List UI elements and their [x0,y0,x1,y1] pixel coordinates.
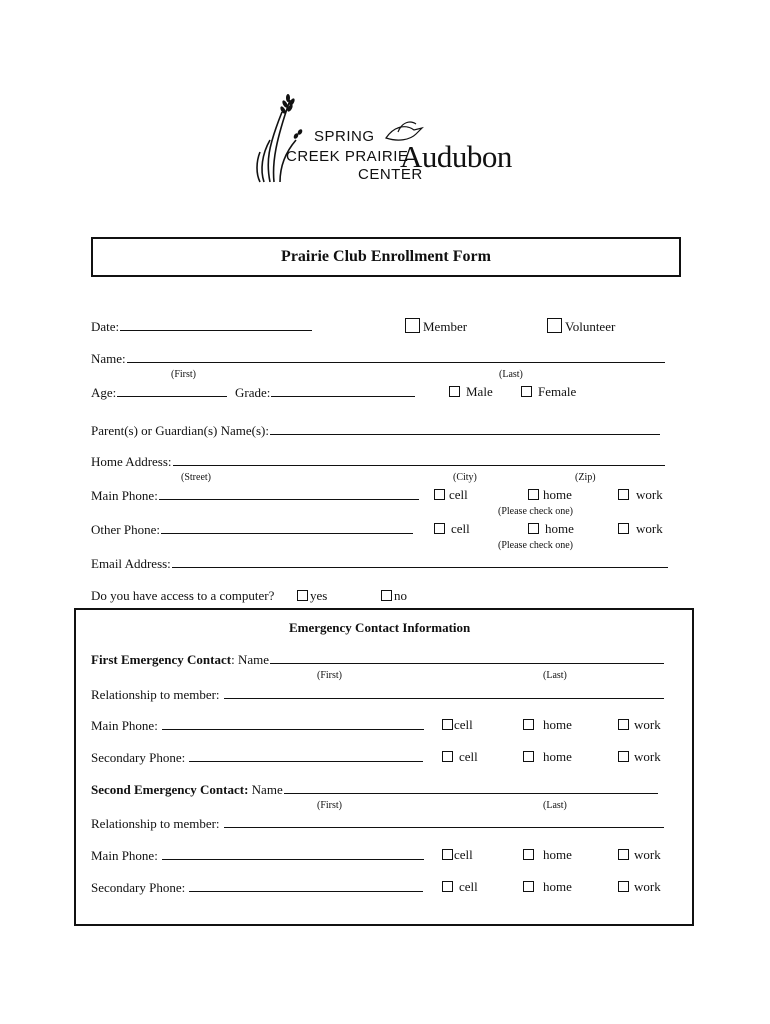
second-contact-relationship-input[interactable] [224,815,664,828]
first-main-cell-option [442,717,473,733]
second-contact-name-input[interactable] [284,781,658,794]
first-contact-name-input[interactable] [270,651,664,664]
form-title: Prairie Club Enrollment Form [281,248,491,265]
second-contact-main-phone-input[interactable] [162,847,424,860]
other-phone-cell-option [434,521,470,537]
female-label: Female [538,384,577,399]
cell-label: cell [459,749,478,764]
zip-hint: (Zip) [575,472,596,483]
emergency-title: Emergency Contact Information [289,620,471,635]
contact-name-label: Name [237,652,269,667]
first-contact-name-field: First Emergency Contact: Name [91,651,664,668]
grade-field [235,384,415,401]
other-phone-home-option [528,521,574,537]
form-title-box [91,237,681,277]
work-label: work [634,749,661,764]
first-contact-secondary-phone-field [91,749,423,766]
logo-text-audubon: Audubon [400,139,512,174]
computer-no-option [381,588,407,604]
date-label: Date: [91,319,120,334]
second-contact-name-field [91,781,658,798]
male-option [449,384,493,400]
work-label: work [636,487,663,502]
logo-text-spring: SPRING [314,128,375,145]
first-main-work-checkbox[interactable] [618,719,629,730]
main-phone-label: Main Phone: [91,718,158,733]
first-main-cell-checkbox[interactable] [442,719,453,730]
first-contact-secondary-phone-input[interactable] [189,749,423,762]
female-option [521,384,576,400]
main-phone-work-option [618,487,663,503]
second-contact-main-phone-field [91,847,424,864]
member-option [405,318,467,335]
home-label: home [543,879,572,894]
computer-yes-option [297,588,327,604]
first-contact-first-hint: (First) [317,670,342,681]
home-label: home [543,749,572,764]
first-secondary-work-option [618,749,661,765]
name-label: Name: [91,351,126,366]
second-contact-label: Second Emergency Contact: [91,782,249,797]
guardian-field [91,422,660,439]
first-contact-relationship-field [91,686,664,703]
second-secondary-cell-checkbox[interactable] [442,881,453,892]
first-contact-main-phone-field [91,717,424,734]
yes-label: yes [310,588,328,603]
other-phone-cell-checkbox[interactable] [434,523,445,534]
cell-label: cell [451,521,470,536]
female-checkbox[interactable] [521,386,532,397]
first-contact-label: First Emergency Contact [91,652,232,667]
name-first-hint: (First) [171,369,196,380]
first-main-home-checkbox[interactable] [523,719,534,730]
other-phone-work-option [618,521,663,537]
second-contact-secondary-phone-field [91,879,423,896]
second-main-home-option [523,847,572,863]
volunteer-checkbox[interactable] [547,318,562,333]
main-phone-field [91,487,419,504]
cell-label: cell [449,487,468,502]
second-main-cell-option [442,847,473,863]
second-main-cell-checkbox[interactable] [442,849,453,860]
first-secondary-home-option [523,749,572,765]
home-label: home [545,521,574,536]
main-phone-input[interactable] [159,487,419,500]
volunteer-label: Volunteer [565,319,616,334]
first-secondary-cell-checkbox[interactable] [442,751,453,762]
second-secondary-home-option [523,879,572,895]
email-label: Email Address: [91,556,171,571]
email-field [91,555,668,572]
city-hint: (City) [453,472,477,483]
email-input[interactable] [172,555,668,568]
home-label: home [543,487,572,502]
work-label: work [634,717,661,732]
street-hint: (Street) [181,472,211,483]
work-label: work [636,521,663,536]
second-contact-secondary-phone-input[interactable] [189,879,423,892]
logo-text-creek-prairie: CREEK PRAIRIE [286,148,409,165]
home-label: home [543,717,572,732]
first-secondary-home-checkbox[interactable] [523,751,534,762]
name-field [91,350,665,367]
second-secondary-cell-option [442,879,478,895]
first-contact-main-phone-input[interactable] [162,717,424,730]
main-phone-work-checkbox[interactable] [618,489,629,500]
main-phone-label: Main Phone: [91,488,158,503]
contact-name-label: Name [251,782,283,797]
age-field [91,384,227,401]
second-main-work-option [618,847,661,863]
cell-label: cell [459,879,478,894]
relationship-label: Relationship to member: [91,687,220,702]
second-secondary-home-checkbox[interactable] [523,881,534,892]
cell-label: cell [454,847,473,862]
second-main-home-checkbox[interactable] [523,849,534,860]
first-contact-last-hint: (Last) [543,670,567,681]
other-phone-label: Other Phone: [91,522,160,537]
work-label: work [634,879,661,894]
name-last-hint: (Last) [499,369,523,380]
main-phone-label: Main Phone: [91,848,158,863]
age-input[interactable] [117,384,227,397]
main-phone-home-checkbox[interactable] [528,489,539,500]
first-main-home-option [523,717,572,733]
home-label: home [543,847,572,862]
computer-question-label: Do you have access to a computer? [91,588,275,603]
relationship-label: Relationship to member: [91,816,220,831]
logo [252,92,522,186]
date-field [91,318,312,335]
check-one-hint: (Please check one) [498,540,573,551]
no-label: no [394,588,407,603]
second-secondary-work-checkbox[interactable] [618,881,629,892]
guardian-label: Parent(s) or Guardian(s) Name(s): [91,423,269,438]
second-secondary-work-option [618,879,661,895]
male-checkbox[interactable] [449,386,460,397]
male-label: Male [466,384,493,399]
member-label: Member [423,319,468,334]
computer-yes-checkbox[interactable] [297,590,308,601]
computer-question [91,588,274,604]
first-secondary-cell-option [442,749,478,765]
first-main-work-option [618,717,661,733]
other-phone-work-checkbox[interactable] [618,523,629,534]
address-input[interactable] [173,453,665,466]
volunteer-option [547,318,615,335]
first-secondary-work-checkbox[interactable] [618,751,629,762]
address-field [91,453,665,470]
other-phone-home-checkbox[interactable] [528,523,539,534]
member-checkbox[interactable] [405,318,420,333]
main-phone-cell-checkbox[interactable] [434,489,445,500]
name-input[interactable] [127,350,665,363]
first-contact-relationship-input[interactable] [224,686,664,699]
date-input[interactable] [120,318,312,331]
second-contact-relationship-field [91,815,664,832]
other-phone-field [91,521,413,538]
grade-label: Grade: [235,385,271,400]
check-one-hint: (Please check one) [498,506,573,517]
main-phone-cell-option [434,487,468,503]
logo-text-center: CENTER [358,166,423,183]
secondary-phone-label: Secondary Phone: [91,750,186,765]
main-phone-home-option [528,487,572,503]
computer-no-checkbox[interactable] [381,590,392,601]
guardian-input[interactable] [270,422,660,435]
second-contact-last-hint: (Last) [543,800,567,811]
address-label: Home Address: [91,454,172,469]
second-contact-first-hint: (First) [317,800,342,811]
prairie-grass-icon [252,92,322,186]
cell-label: cell [454,717,473,732]
secondary-phone-label: Secondary Phone: [91,880,186,895]
age-label: Age: [91,385,117,400]
second-main-work-checkbox[interactable] [618,849,629,860]
other-phone-input[interactable] [161,521,413,534]
work-label: work [634,847,661,862]
grade-input[interactable] [271,384,415,397]
